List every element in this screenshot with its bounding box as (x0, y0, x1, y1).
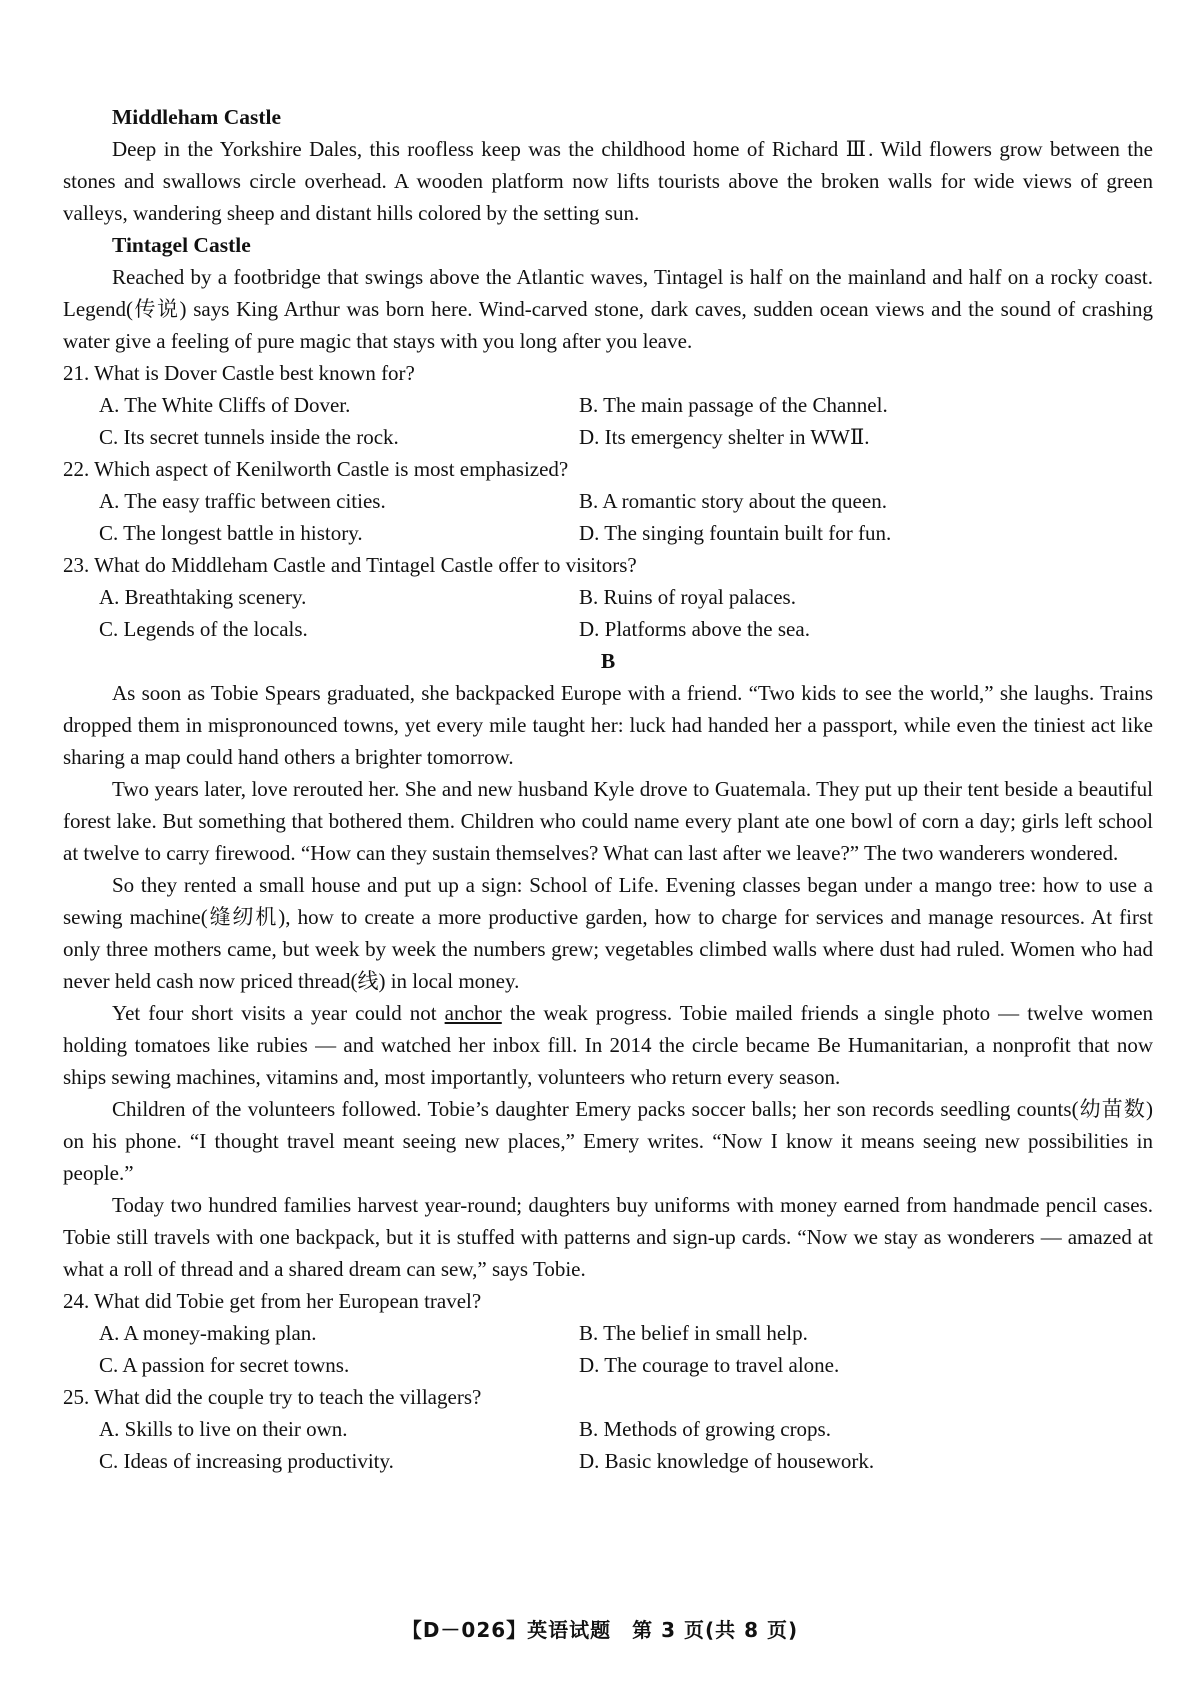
page-content (63, 101, 1153, 1477)
passage-b-paragraph-2: Two years later, love rerouted her. She and new husband Kyle drove to Guatemala. They put up their tent beside a beautiful forest lake. But something that bothered them. Children who could name every plant ate one bowl of corn a day; girls left school at twelve to carry firewood. “How can they sustain themselves? What can last after we leave?” The two wanderers wondered. (63, 777, 1153, 865)
question-stem: 23. What do Middleham Castle and Tintagel Castle offer to visitors? (63, 553, 637, 577)
question-stem: 21. What is Dover Castle best known for? (63, 361, 415, 385)
question-stem: 24. What did Tobie get from her European travel? (63, 1289, 482, 1313)
option-a: A. Breathtaking scenery. (99, 585, 307, 609)
option-b: B. Ruins of royal palaces. (579, 585, 796, 609)
option-a: A. A money-making plan. (99, 1321, 317, 1345)
option-d: D. The courage to travel alone. (579, 1353, 840, 1377)
passage-b-paragraph-3: So they rented a small house and put up a sign: School of Life. Evening classes began under a mango tree: how to use a sewing machine(缝纫机), how to create a more productive garden, how to charge for services and manage resources. At first only three mothers came, but week by week the numbers grew; vegetables climbed walls where dust had ruled. Women who had never held cash now priced thread(线) in local money. (63, 873, 1153, 993)
passage-b-paragraph-5: Children of the volunteers followed. Tobie’s daughter Emery packs soccer balls; her son records seedling counts(幼苗数) on his phone. “I thought travel meant seeing new places,” Emery writes. “Now I know it means seeing new possibilities in people.” (63, 1097, 1153, 1185)
option-c: C. Its secret tunnels inside the rock. (99, 425, 399, 449)
option-d: D. Basic knowledge of housework. (579, 1449, 875, 1473)
castle-title-middleham: Middleham Castle (112, 105, 282, 129)
passage-b-paragraph-4 (63, 997, 1153, 1093)
option-a: A. The easy traffic between cities. (99, 489, 386, 513)
question-23 (63, 549, 1153, 645)
option-b: B. Methods of growing crops. (579, 1417, 831, 1441)
castle-title-tintagel: Tintagel Castle (112, 233, 251, 257)
question-24 (63, 1285, 1153, 1381)
question-25 (63, 1381, 1153, 1477)
option-c: C. Ideas of increasing productivity. (99, 1449, 394, 1473)
paragraph-4-text-before: Yet four short visits a year could not (112, 1001, 445, 1025)
option-b: B. The main passage of the Channel. (579, 393, 888, 417)
passage-b-paragraph-6: Today two hundred families harvest year-round; daughters buy uniforms with money earned from handmade pencil cases. Tobie still travels with one backpack, but it is stuffed with patterns and sign-up cards. “Now we stay as wonderers — amazed at what a roll of thread and a shared dream can sew,” says Tobie. (63, 1193, 1153, 1281)
option-a: A. The White Cliffs of Dover. (99, 393, 351, 417)
option-d: D. Its emergency shelter in WWⅡ. (579, 425, 870, 449)
page-footer: 【D－026】英语试题 第 3 页(共 8 页) (401, 1618, 799, 1642)
question-stem: 22. Which aspect of Kenilworth Castle is most emphasized? (63, 457, 569, 481)
castle-text-middleham: Deep in the Yorkshire Dales, this roofless keep was the childhood home of Richard Ⅲ. Wild flowers grow between the stones and swallows circle overhead. A wooden platform now lifts tourists above the broken walls for wide views of green valleys, wandering sheep and distant hills colored by the setting sun. (63, 137, 1153, 225)
underlined-word-anchor: anchor (444, 1001, 502, 1025)
option-b: B. The belief in small help. (579, 1321, 808, 1345)
passage-b-paragraph-1: As soon as Tobie Spears graduated, she backpacked Europe with a friend. “Two kids to see the world,” she laughs. Trains dropped them in mispronounced towns, yet every mile taught her: luck had handed her a passport, while even the tiniest act like sharing a map could hand others a brighter tomorrow. (63, 681, 1153, 769)
section-b-heading: B (600, 649, 616, 673)
question-21 (63, 357, 1153, 453)
option-d: D. Platforms above the sea. (579, 617, 810, 641)
option-c: C. Legends of the locals. (99, 617, 308, 641)
option-c: C. The longest battle in history. (99, 521, 363, 545)
option-b: B. A romantic story about the queen. (579, 489, 887, 513)
question-22 (63, 453, 1153, 549)
question-stem: 25. What did the couple try to teach the villagers? (63, 1385, 482, 1409)
option-c: C. A passion for secret towns. (99, 1353, 350, 1377)
option-d: D. The singing fountain built for fun. (579, 521, 892, 545)
option-a: A. Skills to live on their own. (99, 1417, 348, 1441)
castle-text-tintagel: Reached by a footbridge that swings above the Atlantic waves, Tintagel is half on the mainland and half on a rocky coast. Legend(传说) says King Arthur was born here. Wind-carved stone, dark caves, sudden ocean views and the sound of crashing water give a feeling of pure magic that stays with you long after you leave. (63, 265, 1153, 353)
paragraph-4-text-after: the weak progress. Tobie mailed friends a single photo — twelve women holding tomatoes like rubies — and watched her inbox fill. In 2014 the circle became Be Humanitarian, a nonprofit that now ships sewing machines, vitamins and, most importantly, volunteers who return every season. (63, 1001, 1154, 1089)
